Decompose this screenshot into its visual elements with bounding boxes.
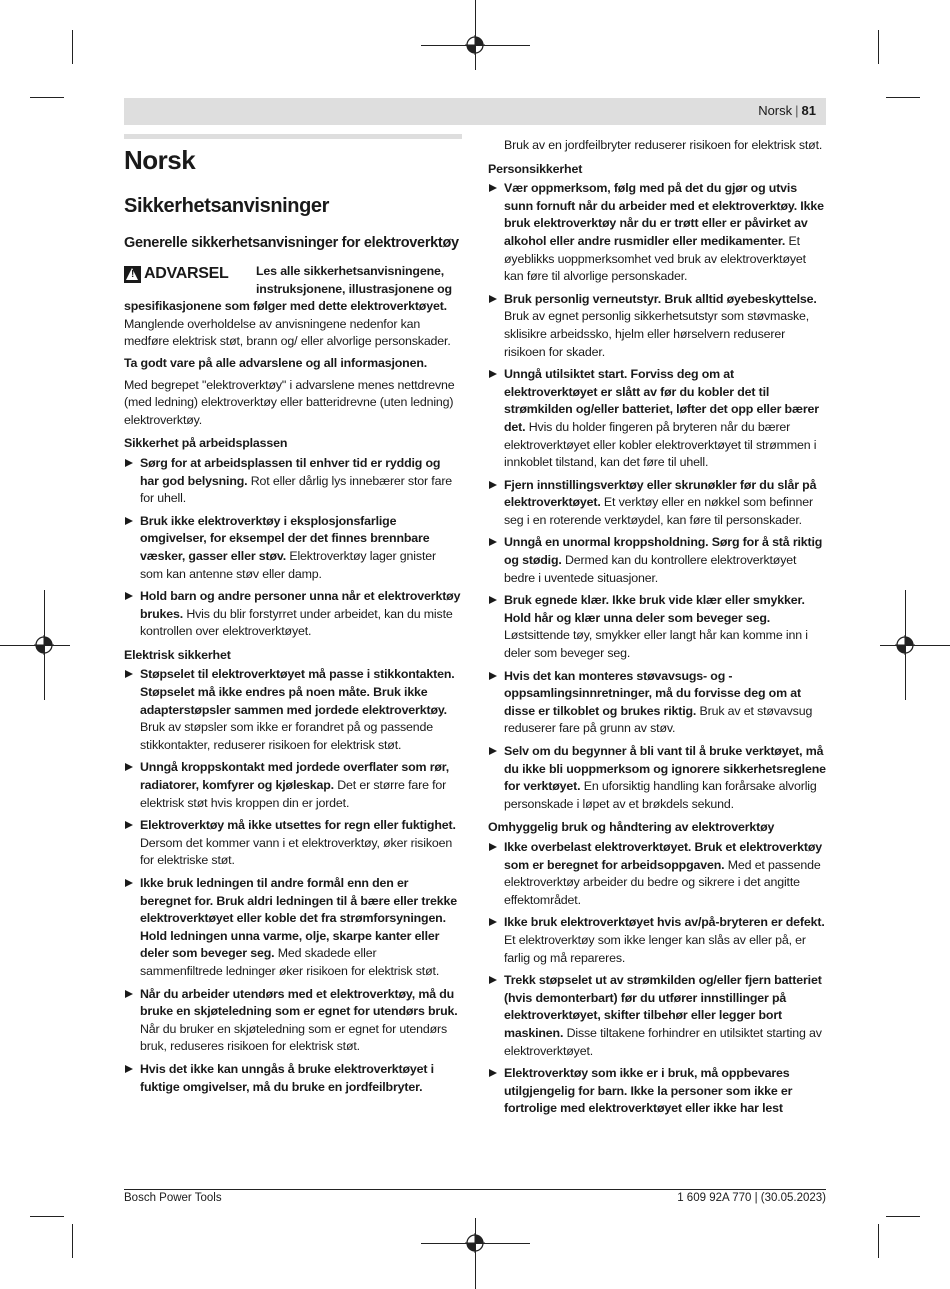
list-item [124, 759, 462, 812]
list-item-bold: Selv om du begynner å bli vant til å bruke verktøyet, må du ikke bli uoppmerksom og ignorere sikkerhetsreglene for verktøyet. [504, 744, 826, 794]
list-item-text: Disse tiltakene forhindrer en utilsiktet starting av elektroverktøyet. [504, 1025, 822, 1058]
list-item-text: Løstsittende tøy, smykker eller langt hår kan komme inn i deler som beveger seg. [504, 628, 808, 661]
registration-mark-icon [34, 635, 54, 655]
list-item [124, 817, 462, 870]
header-section: Norsk [758, 103, 793, 118]
personal-list [488, 180, 826, 813]
list-item-text: Et elektroverktøy som ikke lenger kan slås av eller på, er farlig og må repareres. [504, 932, 806, 965]
list-item [488, 534, 826, 587]
list-item-bold: Elektroverktøy som ikke er i bruk, må oppbevares utilgjengelig for barn. Ikke la personer som ikke er fortrolige med elektroverktøyet eller ikke har lest [504, 1066, 793, 1116]
list-item-text: Hvis du holder fingeren på bryteren når du bærer elektroverktøyet eller kobler elektroverktøyet til strømmen i innkoblet tilstand, kan det føre til uhell. [504, 419, 817, 470]
list-item [124, 1061, 462, 1096]
list-item-text: Dersom det kommer vann i et elektroverktøy, øker risikoen for elektriske støt. [140, 835, 453, 868]
intro-heading: Generelle sikkerhetsanvisninger for elektroverktøy [124, 235, 459, 251]
list-item-bold: Unngå utilsiktet start. Forviss deg om at elektroverktøyet er slått av før du kobler det til strømkilden og/eller batteriet, løfter det opp eller bærer det. [504, 367, 819, 434]
keep-note: Ta godt vare på alle advarslene og all informasjonen. [124, 355, 428, 370]
registration-mark-icon [465, 1233, 485, 1253]
list-item-bold: Hvis det kan monteres støvavsugs- og -oppsamlingsinnretninger, må du forvisse deg om at disse er tilkoblet og brukes riktig. [504, 668, 801, 718]
footer-rule [124, 1189, 826, 1190]
crop-mark [72, 30, 73, 64]
list-item-text: Det er større fare for elektrisk støt hvis kroppen din er jordet. [140, 778, 447, 810]
electrical-list [124, 666, 462, 1096]
list-item-text: En uforsiktig handling kan forårsake alvorlig personskade i løpet av et brøkdels sekund. [504, 779, 817, 811]
list-item-bold: Ikke bruk elektroverktøyet hvis av/på-bryteren er defekt. [504, 915, 825, 930]
page-number: 81 [801, 103, 816, 118]
list-item [488, 743, 826, 813]
warning-label-text: ADVARSEL [144, 265, 229, 282]
crop-mark [886, 97, 920, 98]
list-item-text: Når du bruker en skjøteledning som er egnet for utendørs bruk, reduseres risikoen for elektrisk støt. [140, 1021, 448, 1054]
list-item [488, 972, 826, 1060]
section-title: Sikkerhetsanvisninger [124, 195, 330, 217]
list-item [488, 914, 826, 967]
list-item [488, 477, 826, 530]
list-item [124, 986, 462, 1056]
right-column [488, 137, 826, 1123]
work-area-list [124, 455, 462, 641]
left-column [124, 142, 462, 1101]
list-item-text: Bruk av egnet personlig sikkerhetsutstyr som støvmaske, sklisikre arbeidssko, hjelm eller hørselvern reduserer risikoen for skader. [504, 309, 810, 359]
list-item [488, 291, 826, 361]
list-item-text: Bruk av et støvavsug reduserer fare på grunn av støv. [504, 703, 813, 736]
list-item-bold: Sørg for at arbeidsplassen til enhver tid er ryddig og har god belysning. [140, 455, 441, 488]
list-item [124, 875, 462, 981]
warning-label [124, 263, 248, 285]
page-title: Norsk [124, 145, 196, 175]
list-item-bold: Bruk personlig verneutstyr. Bruk alltid øyebeskyttelse. [504, 291, 817, 306]
header-separator: | [795, 103, 799, 118]
column-top-rule [124, 134, 462, 139]
list-item-text: Med skadede eller sammenfiltrede ledninger øker risikoen for elektrisk støt. [140, 946, 440, 978]
list-item [488, 180, 826, 286]
list-item-bold: Elektroverktøy må ikke utsettes for regn eller fuktighet. [140, 818, 456, 833]
list-item [488, 839, 826, 909]
list-item-text: Rot eller dårlig lys innebærer stor fare for uhell. [140, 473, 453, 506]
crop-mark [880, 645, 950, 646]
list-item [488, 668, 826, 738]
list-item [124, 513, 462, 583]
crop-mark [72, 1224, 73, 1258]
header-text [758, 103, 816, 118]
footer-brand: Bosch Power Tools [124, 1192, 222, 1204]
list-item-bold: Unngå en unormal kroppsholdning. Sørg for å stå riktig og stødig. [504, 535, 823, 568]
list-item-bold: Bruk ikke elektroverktøy i eksplosjonsfarlige omgivelser, for eksempel der det finnes brennbare væsker, gasser eller støv. [140, 513, 430, 563]
crop-mark [30, 97, 64, 98]
list-item-bold: Trekk støpselet ut av strømkilden og/eller fjern batteriet (hvis demonterbart) før du utfører innstillinger på elektroverktøyet, skifter tilbehør eller legger bort maskinen. [504, 973, 822, 1040]
list-item-bold: Ikke bruk ledningen til andre formål enn den er beregnet for. Bruk aldri ledningen til å bære eller trekke elektroverktøyet eller koble det fra strømforsyningen. Hold ledningen unna varme, olje, skarpe kanter eller deler som beveger seg. [140, 876, 457, 961]
crop-mark [475, 1218, 476, 1289]
careful-use-heading: Omhyggelig bruk og håndtering av elektroverktøy [488, 820, 775, 835]
list-item-bold: Bruk egnede klær. Ikke bruk vide klær eller smykker. Hold hår og klær unna deler som beveger seg. [504, 593, 805, 625]
crop-mark [886, 1216, 920, 1217]
list-item [488, 592, 826, 662]
electrical-continuation: Bruk av en jordfeilbryter reduserer risikoen for elektrisk støt. [504, 138, 823, 152]
warning-bold-text: Les alle sikkerhetsanvisningene, instruksjonene, illustrasjonene og spesifikasjonene som følger med dette elektroverktøyet. [124, 264, 452, 314]
list-item-text: Hvis du blir forstyrret under arbeidet, kan du miste kontrollen over elektroverktøyet. [140, 606, 453, 639]
footer-doc-number: 1 609 92A 770 | (30.05.2023) [677, 1192, 826, 1204]
list-item-text: Et øyeblikks uoppmerksomhet ved bruk av elektroverktøyet kan føre til alvorlige personskader. [504, 233, 806, 284]
warning-block [124, 263, 462, 351]
list-item-bold: Fjern innstillingsverktøy eller skrunøkler før du slår på elektroverktøyet. [504, 477, 817, 510]
list-item [488, 1065, 826, 1118]
list-item [488, 366, 826, 472]
registration-mark-icon [895, 635, 915, 655]
personal-heading: Personsikkerhet [488, 161, 583, 176]
work-area-heading: Sikkerhet på arbeidsplassen [124, 436, 288, 451]
list-item-bold: Hold barn og andre personer unna når et elektroverktøy brukes. [140, 589, 461, 621]
warning-text: Manglende overholdelse av anvisningene nedenfor kan medføre elektrisk støt, brann og/ eller alvorlige personskader. [124, 316, 451, 349]
list-item [124, 588, 462, 641]
registration-mark-icon [465, 35, 485, 55]
list-item [124, 455, 462, 508]
list-item-bold: Når du arbeider utendørs med et elektroverktøy, må du bruke en skjøteledning som er egnet for utendørs bruk. [140, 986, 458, 1019]
list-item [124, 666, 462, 754]
crop-mark [878, 1224, 879, 1258]
definition-paragraph: Med begrepet "elektroverktøy" i advarslene menes nettdrevne (med ledning) elektroverktøy eller batteridrevne (uten ledning) elektroverktøy. [124, 377, 455, 427]
list-item-bold: Ikke overbelast elektroverktøyet. Bruk et elektroverktøy som er beregnet for arbeidsoppgaven. [504, 839, 823, 872]
list-item-text: Med et passende elektroverktøy arbeider du bedre og sikrere i det angitte effektområdet. [504, 857, 821, 907]
list-item-text: Elektroverktøy lager gnister som kan antenne støv eller damp. [140, 548, 436, 581]
list-item-text: Dermed kan du kontrollere elektroverktøyet bedre i uventede situasjoner. [504, 553, 797, 585]
crop-mark [878, 30, 879, 64]
warning-triangle-icon [124, 266, 141, 283]
list-item-bold: Støpselet til elektroverktøyet må passe i stikkontakten. Støpselet må ikke endres på noen måte. Bruk ikke adapterstøpsler sammen med jordede elektroverktøy. [140, 667, 455, 717]
crop-mark [30, 1216, 64, 1217]
list-item-text: Bruk av støpsler som ikke er forandret på og passende stikkontakter, reduserer risikoen for elektrisk støt. [140, 720, 434, 752]
electrical-heading: Elektrisk sikkerhet [124, 647, 231, 662]
list-item-text: Et verktøy eller en nøkkel som befinner seg i en roterende verktøydel, kan føre til personskader. [504, 495, 813, 527]
page-header [124, 98, 826, 125]
list-item-bold: Unngå kroppskontakt med jordede overflater som rør, radiatorer, komfyrer og kjøleskap. [140, 760, 450, 793]
list-item-bold: Vær oppmerksom, følg med på det du gjør og utvis sunn fornuft når du arbeider med et elektroverktøy. Ikke bruk elektroverktøy når du er trøtt eller er påvirket av alkohol eller andre rusmidler eller medikamenter. [504, 181, 824, 248]
list-item-bold: Hvis det ikke kan unngås å bruke elektroverktøyet i fuktige omgivelser, må du bruke en jordfeilbryter. [140, 1061, 434, 1094]
careful-use-list [488, 839, 826, 1118]
